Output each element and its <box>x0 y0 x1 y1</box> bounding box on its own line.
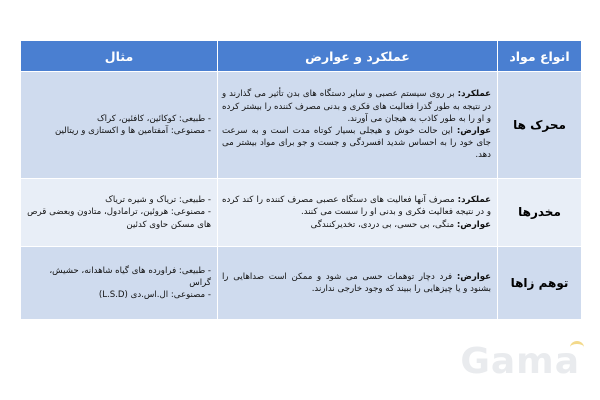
table-row <box>21 72 582 179</box>
header-example: مثال <box>21 41 218 72</box>
side-effects-text: منگی، بی حسی، بی دردی، تخدیرکنندگی <box>310 219 457 230</box>
example-cell <box>21 179 218 247</box>
performance-label: عملکرد: <box>457 195 491 206</box>
header-type: انواع مواد <box>498 41 582 72</box>
example-synthetic: - مصنوعی: ال.اس.دی (L.S.D) <box>98 290 211 301</box>
performance-cell <box>218 247 498 320</box>
table-row <box>21 179 582 247</box>
type-cell: مخدرها <box>498 179 582 247</box>
performance-label: عملکرد: <box>457 89 491 100</box>
side-effects-label: عوارض: <box>456 126 491 136</box>
side-effects-text: این حالت خوش و هیجلی بسیار کوتاه مدت است و به سرعت جای خود را به احساس شدید افسردگی و جست و جو برای مواد بیشتر می دهد. <box>222 126 491 161</box>
header-performance: عملکرد و عوارض <box>218 41 498 72</box>
watermark-logo: Gama <box>460 341 580 382</box>
side-effects-text: فرد دچار توهمات حسی می شود و ممکن است صداهایی را بشنود و یا چیزهایی را ببیند که وجود خارجی ندارند. <box>222 271 491 294</box>
type-cell: محرک ها <box>498 72 582 179</box>
example-natural: - طبیعی: فراورده های گیاه شاهدانه، حشیش، گراس <box>49 265 211 288</box>
side-effects-label: عوارض: <box>456 271 491 282</box>
performance-text: بر روی سیستم عصبی و سایر دستگاه های بدن تأثیر می گذارند و در نتیجه به طور گذرا فعالیت های فکری و بدنی مصرف کننده را بیشتر کرده و او را به طور کاذب به هیجان می آورند. <box>222 89 491 124</box>
drug-types-table <box>20 40 582 320</box>
example-cell <box>21 247 218 320</box>
performance-text: مصرف آنها فعالیت های دستگاه عصبی مصرف کننده را کند کرده و در نتیجه فعالیت فکری و بدنی او را سست می کنند. <box>222 195 491 218</box>
side-effects-label: عوارض: <box>456 219 491 230</box>
example-natural: - طبیعی: کوکائین، کافئین، کراک <box>96 113 211 124</box>
header-row <box>21 41 582 72</box>
example-synthetic: - مصنوعی: هروئین، ترامادول، متادون وبعضی قرص های مسکن حاوی کدئین <box>27 207 211 230</box>
type-cell: توهم زاها <box>498 247 582 320</box>
performance-cell <box>218 72 498 179</box>
example-cell <box>21 72 218 179</box>
example-synthetic: - مصنوعی: آمفتامین ها و اکستازی و ریتالین <box>55 126 211 136</box>
example-natural: - طبیعی: تریاک و شیره تریاک <box>105 195 211 206</box>
performance-cell <box>218 179 498 247</box>
table-row <box>21 247 582 320</box>
